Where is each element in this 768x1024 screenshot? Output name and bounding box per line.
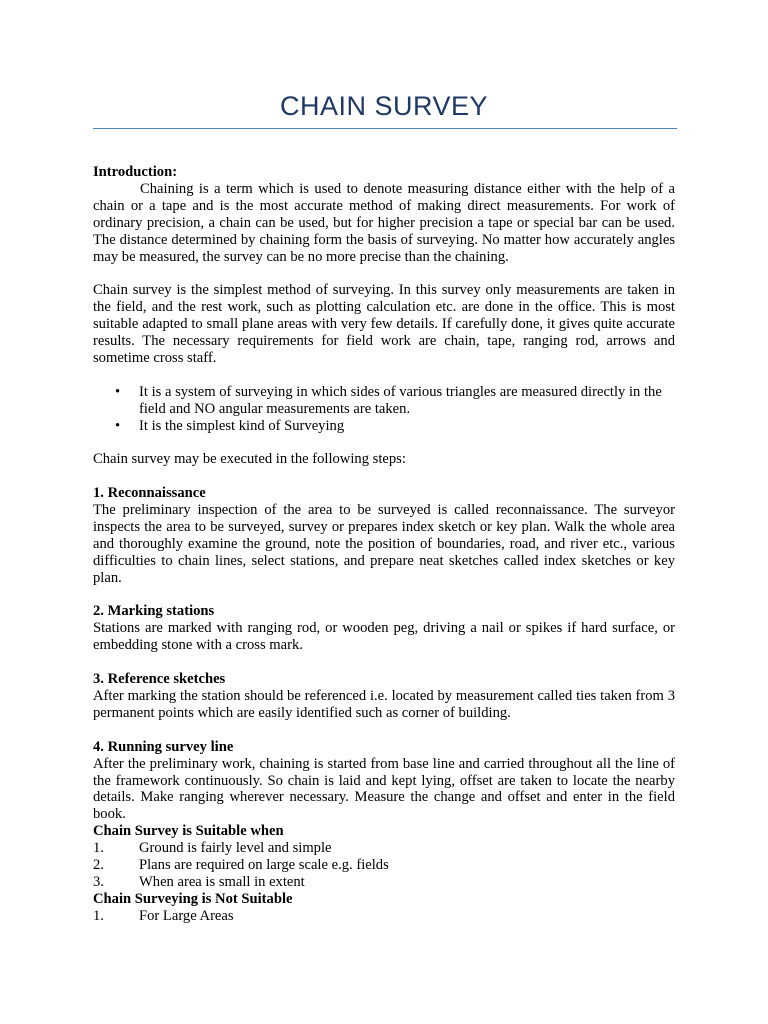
bullet-text: It is a system of surveying in which sides of various triangles are measured directly in the field and NO angular measurements are taken. [139, 383, 662, 417]
item-number: 3. [93, 873, 104, 890]
bullet-list [93, 384, 675, 435]
document-title: CHAIN SURVEY [279, 91, 489, 121]
numbered-item [93, 908, 675, 925]
section-heading-reference-sketches: 3. Reference sketches [93, 671, 226, 688]
title-divider [93, 128, 677, 129]
item-text: Ground is fairly level and simple [139, 840, 332, 857]
numbered-item [93, 857, 675, 874]
document-body [93, 164, 675, 925]
item-text: Plans are required on large scale e.g. fields [139, 857, 389, 874]
section-body-marking-stations: Stations are marked with ranging rod, or wooden peg, driving a nail or spikes if hard surface, or embedding stone with a cross mark. [93, 620, 675, 654]
spacer [93, 434, 675, 451]
spacer [93, 654, 675, 671]
numbered-item [93, 840, 675, 857]
numbered-item [93, 874, 675, 891]
overview-paragraph: Chain survey is the simplest method of surveying. In this survey only measurements are taken in the field, and the rest work, such as plotting calculation etc. are done in the office. This is most suitable adapted to small plane areas with very few details. If carefully done, it gives quite accurate results. The necessary requirements for field work are chain, tape, ranging rod, arrows and sometime cross staff. [93, 282, 675, 366]
intro-heading: Introduction: [93, 164, 178, 180]
steps-intro: Chain survey may be executed in the following steps: [93, 451, 406, 468]
item-number: 2. [93, 857, 104, 874]
intro-paragraph: Chaining is a term which is used to denote measuring distance either with the help of a chain or a tape and is the most accurate method of making direct measurements. For work of ordinary precision, a chain can be used, but for higher precision a tape or special bar can be used. The distance determined by chaining form the basis of surveying. No matter how accurately angles may be measured, the survey can be no more precise than the chaining. [93, 180, 675, 265]
bullet-item [93, 418, 675, 435]
spacer [93, 722, 675, 739]
bullet-text: It is the simplest kind of Surveying [139, 417, 345, 434]
spacer [93, 367, 675, 384]
section-body-running-survey-line: After the preliminary work, chaining is started from base line and carried throughout all the line of the framework continuously. So chain is laid and kept lying, offset are taken to locate the nearby details. Make ranging wherever necessary. Measure the change and offset and enter in the field book. [93, 755, 675, 823]
section-heading-marking-stations: 2. Marking stations [93, 603, 215, 620]
item-text: For Large Areas [139, 907, 234, 924]
spacer [93, 587, 675, 604]
spacer [93, 265, 675, 282]
suitable-heading: Chain Survey is Suitable when [93, 823, 284, 840]
item-text: When area is small in extent [139, 873, 305, 890]
section-body-reconnaissance: The preliminary inspection of the area to be surveyed is called reconnaissance. The surveyor inspects the area to be surveyed, survey or prepares index sketch or key plan. Walk the whole area and thoroughly examine the ground, note the position of boundaries, road, and river etc., various difficulties to chain lines, select stations, and prepare neat sketches called index sketches or key plan. [93, 502, 675, 586]
section-body-reference-sketches: After marking the station should be referenced i.e. located by measurement called ties taken from 3 permanent points which are easily identified such as corner of building. [93, 688, 675, 721]
bullet-item [93, 384, 675, 418]
bullet-icon: • [115, 417, 121, 434]
section-heading-reconnaissance: 1. Reconnaissance [93, 485, 206, 502]
item-number: 1. [93, 840, 104, 857]
not-suitable-heading: Chain Surveying is Not Suitable [93, 890, 293, 907]
item-number: 1. [93, 907, 104, 924]
spacer [93, 468, 675, 485]
bullet-icon: • [115, 383, 121, 400]
section-heading-running-survey-line: 4. Running survey line [93, 738, 234, 755]
